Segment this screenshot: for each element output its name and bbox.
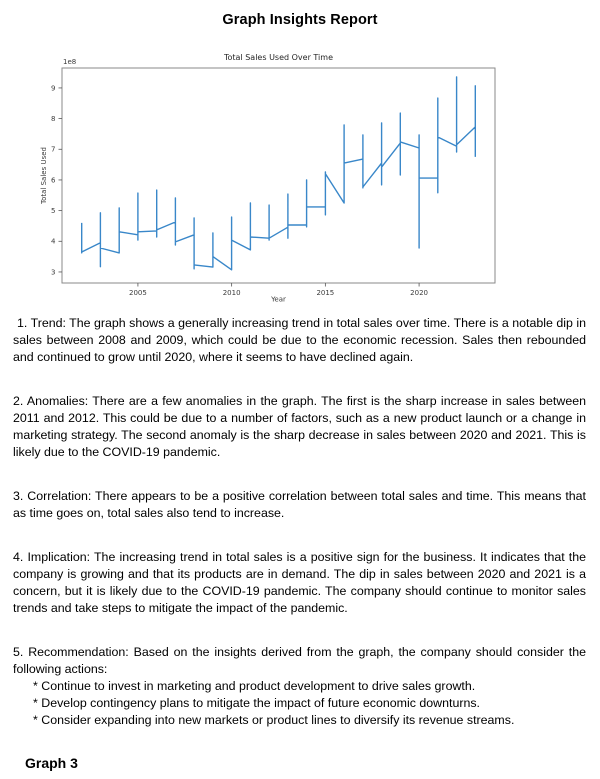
- insight-paragraph-implication: 4. Implication: The increasing trend in total sales is a positive sign for the business. It indicates that the company is growing and that its products are in demand. The dip in sales between 2020 and 2021 is a concern, but it is likely due to the COVID-19 pandemic. The company should continue to monitor sales trends and take steps to mitigate the impact of the pandemic.: [13, 550, 586, 615]
- sales-chart: [0, 0, 600, 310]
- y-tick-label: 3: [51, 268, 56, 277]
- insight-paragraph-correlation: 3. Correlation: There appears to be a positive correlation between total sales and time. This means that as time goes on, total sales also tend to increase.: [13, 489, 586, 520]
- x-tick-label: 2005: [129, 289, 147, 297]
- insight-paragraph-recommendation: [13, 644, 586, 729]
- recommendation-bullet: * Develop contingency plans to mitigate the impact of future economic downturns.: [33, 696, 480, 710]
- report-title: Graph Insights Report: [222, 12, 378, 28]
- y-axis-label: Total Sales Used: [40, 147, 48, 204]
- y-tick-label: 8: [51, 115, 56, 124]
- x-tick-label: 2015: [316, 289, 335, 297]
- x-tick-label: 2010: [222, 289, 241, 297]
- y-tick-label: 4: [51, 237, 56, 246]
- x-tick-label: 2020: [410, 289, 428, 297]
- page-footer-label: Graph 3: [25, 755, 78, 771]
- recommendation-bullet: * Continue to invest in marketing and product development to drive sales growth.: [33, 679, 476, 693]
- x-axis-label: Year: [271, 295, 286, 304]
- sales-line: [82, 77, 476, 270]
- insights-section: [13, 307, 586, 756]
- insight-paragraph-anomalies: 2. Anomalies: There are a few anomalies in the graph. The first is the sharp increase in sales between 2011 and 2012. This could be due to a number of factors, such as a new product launch or a change in marketing strategy. The second anomaly is the sharp decrease in sales between 2020 and 2021. This is likely due to the COVID-19 pandemic.: [13, 394, 586, 459]
- insight-paragraph-trend: 1. Trend: The graph shows a generally increasing trend in total sales over time. There is a notable dip in sales between 2008 and 2009, which could be due to the economic recession. Sales then rebounded and continued to grow until 2020, where it seems to have declined again.: [13, 316, 586, 364]
- sales-chart-svg: [0, 0, 600, 310]
- y-tick-label: 7: [51, 145, 56, 154]
- y-tick-label: 5: [51, 207, 56, 216]
- recommendation-bullet: * Consider expanding into new markets or product lines to diversify its revenue streams.: [33, 713, 515, 727]
- axis-offset-label: 1e8: [63, 58, 77, 66]
- y-tick-label: 9: [51, 84, 56, 93]
- recommendation-lead: 5. Recommendation: Based on the insights derived from the graph, the company should consider the following actions:: [13, 645, 586, 676]
- y-tick-label: 6: [51, 176, 56, 185]
- chart-frame: [62, 68, 495, 283]
- chart-title: Total Sales Used Over Time: [224, 53, 333, 62]
